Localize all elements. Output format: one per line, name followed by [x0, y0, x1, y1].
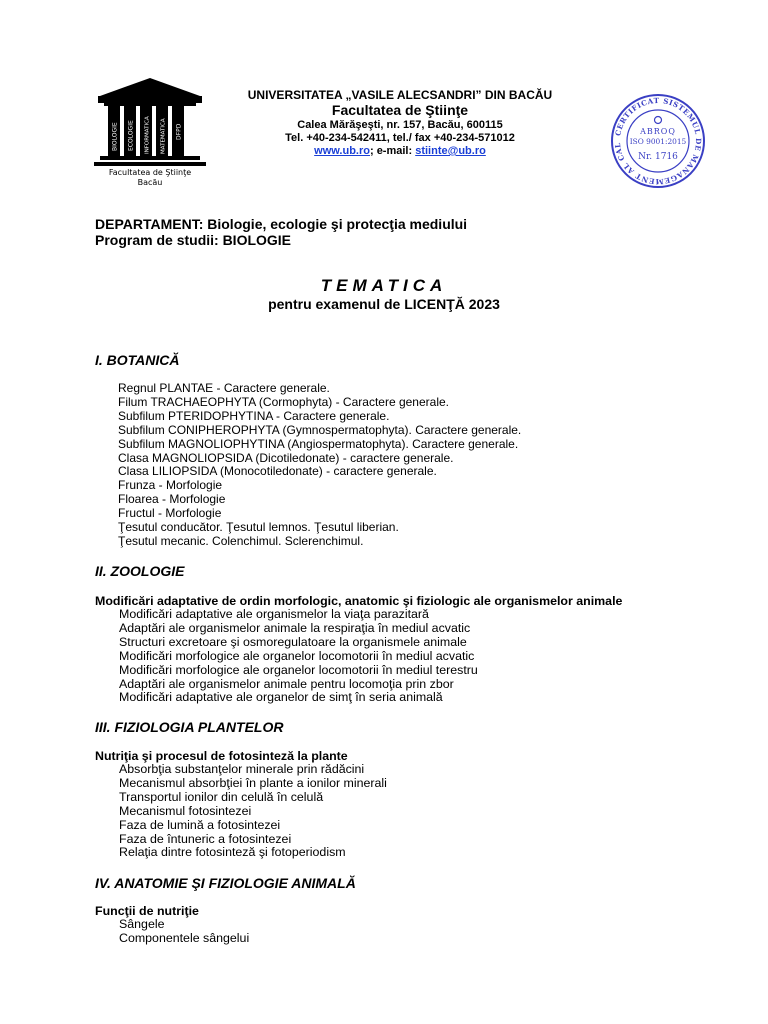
- seal-org: ABROQ: [640, 127, 676, 136]
- logo-caption-line: Bacău: [137, 178, 163, 187]
- email-link[interactable]: stiinte@ub.ro: [415, 145, 486, 157]
- document-subtitle: pentru examenul de LICENŢĂ 2023: [268, 296, 500, 312]
- logo-column-label: BIOLOGIE: [111, 122, 119, 151]
- department-block: [95, 216, 467, 248]
- logo-caption: [86, 168, 214, 188]
- website-link[interactable]: www.ub.ro: [314, 145, 370, 157]
- address: Calea Mărăşeşti, nr. 157, Bacău, 600115: [297, 119, 503, 131]
- list-item: Ţesutul mecanic. Colenchimul. Sclerenchimul.: [118, 533, 364, 548]
- list-item: Subfilum CONIPHEROPHYTA (Gymnospermatophyta). Caractere generale.: [118, 422, 522, 437]
- anatomie-subheading: Funcţii de nutriţie: [95, 904, 199, 918]
- list-item: Subfilum MAGNOLIOPHYTINA (Angiospermatophyta). Caractere generale.: [118, 436, 519, 451]
- list-item: Faza de întuneric a fotosintezei: [119, 831, 292, 846]
- list-item: Frunza - Morfologie: [118, 478, 223, 493]
- list-item: Mecanismul absorbţiei în plante a ionilor minerali: [119, 775, 387, 790]
- list-item: Faza de lumină a fotosintezei: [119, 817, 281, 832]
- phone: Tel. +40-234-542411, tel./ fax +40-234-571012: [285, 132, 515, 144]
- section-heading-anatomie: IV. ANATOMIE ŞI FIZIOLOGIE ANIMALĂ: [95, 875, 356, 891]
- certification-stamp-icon: [610, 93, 706, 189]
- list-item: Transportul ionilor din celulă în celulă: [119, 789, 324, 804]
- logo-column-label: MATEMATICA: [160, 118, 167, 154]
- list-item: Modificări morfologice ale organelor locomotorii în mediul terestru: [119, 662, 478, 677]
- list-item: Componentele sângelui: [119, 930, 250, 945]
- faculty-name: Facultatea de Ştiinţe: [331, 102, 469, 118]
- list-item: Modificări morfologice ale organelor locomotorii în mediul acvatic: [119, 648, 475, 663]
- list-item: Subfilum PTERIDOPHYTINA - Caractere generale.: [118, 408, 390, 423]
- list-item: Clasa LILIOPSIDA (Monocotiledonate) - caractere generale.: [118, 464, 437, 479]
- study-program: Program de studii: BIOLOGIE: [95, 232, 292, 248]
- faculty-building-icon: [86, 76, 214, 168]
- list-item: Absorbţia substanţelor minerale prin rădăcini: [119, 762, 365, 776]
- list-item: Mecanismul fotosintezei: [119, 803, 252, 818]
- list-item: Ţesutul conducător. Ţesutul lemnos. Ţesutul liberian.: [118, 520, 399, 535]
- contact-line: [200, 145, 600, 158]
- list-item: Floarea - Morfologie: [118, 492, 226, 507]
- logo-column-label: INFORMATICA: [144, 116, 151, 154]
- list-item: Clasa MAGNOLIOPSIDA (Dicotiledonate) - caractere generale.: [118, 450, 454, 465]
- list-item: Modificări adaptative ale organelor de simţ în seria animală: [119, 690, 443, 705]
- department-name: DEPARTAMENT: Biologie, ecologie şi protecţia mediului: [95, 216, 468, 232]
- list-item: Fructul - Morfologie: [118, 506, 222, 521]
- anatomie-topic-list: [119, 918, 249, 946]
- list-item: Structuri excretoare şi osmoregulatoare la organismele animale: [119, 634, 467, 649]
- section-heading-fiziologia-plantelor: III. FIZIOLOGIA PLANTELOR: [95, 719, 284, 735]
- list-item: Relaţia dintre fotosinteză şi fotoperiodism: [119, 845, 346, 860]
- list-item: Adaptări ale organismelor animale la respiraţia în mediul acvatic: [119, 620, 471, 635]
- letterhead-text: [200, 88, 600, 158]
- list-item: Adaptări ale organismelor animale pentru locomoţia prin zbor: [119, 676, 454, 691]
- university-name: UNIVERSITATEA „VASILE ALECSANDRI” DIN BACĂU: [247, 88, 553, 102]
- seal-number: Nr. 1716: [638, 152, 678, 162]
- seal-ring-text: CERTIFICAT SISTEMUL DE MANAGEMENT AL CAL: [612, 95, 704, 187]
- faculty-logo: [86, 76, 214, 194]
- list-item: Modificări adaptative ale organismelor la viaţa parazitară: [119, 607, 429, 621]
- section-heading-botanica: I. BOTANICĂ: [95, 352, 180, 368]
- email-label: ; e-mail:: [369, 145, 416, 157]
- zoologie-topic-list: [119, 608, 478, 705]
- section-heading-zoologie: II. ZOOLOGIE: [95, 563, 185, 579]
- fiziologia-subheading: Nutriţia şi procesul de fotosinteză la plante: [95, 749, 348, 763]
- list-item: Sângele: [119, 917, 165, 931]
- logo-column-label: DFPD: [175, 123, 183, 140]
- botanica-topic-list: [118, 382, 521, 549]
- fiziologia-topic-list: [119, 763, 387, 860]
- iso-certification-seal: [610, 93, 706, 189]
- seal-standard: ISO 9001:2015: [629, 137, 687, 146]
- list-item: Regnul PLANTAE - Caractere generale.: [118, 381, 330, 395]
- logo-caption-line: Facultatea de Ştiinţe: [108, 168, 192, 177]
- document-title: TEMATICA: [320, 276, 448, 295]
- list-item: Filum TRACHAEOPHYTA (Cormophyta) - Caractere generale.: [118, 394, 449, 409]
- zoologie-subheading: Modificări adaptative de ordin morfologic, anatomic şi fiziologic ale organismelor animale: [95, 594, 623, 608]
- logo-column-label: ECOLOGIE: [127, 120, 135, 151]
